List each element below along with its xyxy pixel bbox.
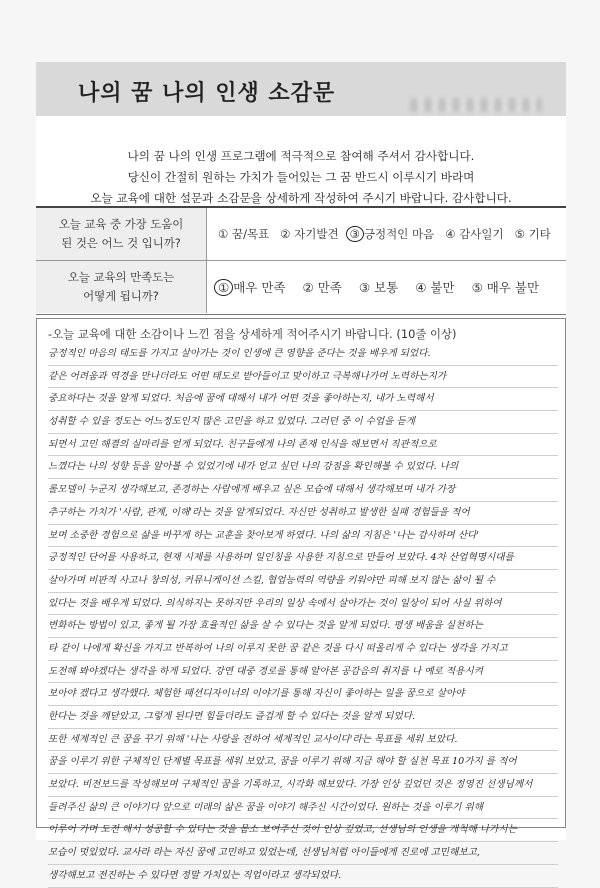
option-label: 기타 [528, 227, 551, 241]
essay-line: 모습이 멋있었다. 교사라 라는 자신 꿈에 고민하고 있었는데, 선생님처럼 아이들에게 진로에 고민해보고, [48, 842, 558, 865]
option[interactable] [280, 226, 338, 242]
survey-table [36, 206, 566, 315]
intro-line: 나의 꿈 나의 인생 프로그램에 적극적으로 참여해 주셔서 감사합니다. [127, 149, 475, 163]
essay-line: 들려주신 삶의 큰 이야기다 앞으로 미래의 삶은 꿈을 이야기 해주신 시간이었다. 원하는 것을 이루기 위해 [48, 797, 558, 820]
option[interactable] [445, 226, 503, 242]
option-number: ③ [358, 280, 371, 295]
essay-lines[interactable] [48, 343, 558, 888]
intro-line: 당신이 간절히 원하는 가치가 들어있는 그 꿈 반드시 이루시기 바라며 [127, 170, 475, 184]
essay-line: 도전해 봐야겠다는 생각을 하게 되었다. 강연 대중 경로를 통해 알아본 공감음의 취지를 나 예로 적용시켜 [48, 661, 558, 684]
option[interactable] [350, 226, 435, 242]
essay-line: 살아가며 비판적 사고나 창의성, 커뮤니케이션 스킬, 협업능력의 역량을 키워야만 피해 보지 않는 삶이 될 수 [48, 570, 558, 593]
option-label: 자기발견 [294, 227, 339, 241]
question-row [36, 261, 566, 313]
option-number: ② [302, 280, 314, 295]
option-label: 만족 [317, 280, 342, 295]
intro-text [36, 146, 566, 209]
essay-line: 긍정적인 마음의 태도를 가지고 살아가는 것이 인생에 큰 영향을 준다는 것을 배우게 되었다. [48, 343, 558, 366]
essay-line: 긍정적인 단어를 사용하고, 현재 시제를 사용하며 일인칭을 사용한 지침으로 만들어 보았다. 4차 산업혁명시대를 [48, 547, 558, 570]
essay-line: 같은 어려움과 역경을 만나더라도 어떤 태도로 받아들이고 맞이하고 극복해나가며 노력하는지가 [48, 366, 558, 389]
option-number: ⑤ [514, 227, 525, 241]
essay-line: 느꼈다는 나의 성향 등을 알아볼 수 있었기에 내가 얻고 싶던 나의 강점을 확인해볼 수 있었다. 나의 [48, 456, 558, 479]
question-label: 오늘 교육의 만족도는 어떻게 됩니까? [36, 261, 207, 313]
essay-line: 꿈을 이루기 위한 구체적인 단계별 목표를 세워 보았고, 꿈을 이루기 위해 지금 해야 할 실천 목표 10가지 를 적어 [48, 751, 558, 774]
essay-line: 또한 세계적인 큰 꿈을 꾸기 위해 '나는 사랑을 전하여 세계적인 교사이다'라는 목표를 세워 보았다. [48, 729, 558, 752]
option[interactable] [415, 278, 454, 296]
essay-line: 추구하는 가치가 '사람, 관계, 이해'라는 것을 알게되었다. 자신만 성취하고 발생한 실패 경험들을 적어 [48, 502, 558, 525]
essay-line: 중요하다는 것을 알게 되었다. 처음에 꿈에 대해서 내가 어떤 것을 좋아하는지, 내가 노력해서 [48, 388, 558, 411]
option-label: 보통 [374, 280, 399, 295]
essay-line: 보아야 겠다고 생각했다. 체험한 패션디자이너의 이야기를 통해 자신이 좋아하는 일을 꿈으로 살아야 [48, 683, 558, 706]
form-title: 나의 꿈 나의 인생 소감문 [78, 81, 336, 106]
option-number-selected: ① [214, 279, 233, 296]
essay-prompt: -오늘 교육에 대한 소감이나 느낀 점을 상세하게 적어주시기 바랍니다. (10줄 이상) [48, 327, 457, 341]
redacted-name [410, 98, 542, 112]
question-row [36, 208, 566, 261]
question-label: 오늘 교육 중 가장 도움이 된 것은 어느 것 입니까? [36, 208, 207, 260]
essay-line: 있다는 것을 배우게 되었다. 의식하지는 못하지만 우리의 일상 속에서 살아가는 것이 일상이 되어 사실 위하여 [48, 593, 558, 616]
option-number: ① [218, 227, 229, 241]
option-number: ⑤ [471, 280, 483, 295]
option-label: 긍정적인 마음 [363, 227, 435, 241]
option-number: ④ [445, 227, 456, 241]
essay-line: 롤모델이 누군지 생각해보고, 존경하는 사람에게 배우고 싶은 모습에 대해서 생각해보며 내가 가장 [48, 479, 558, 502]
essay-line: 변화하는 방법이 있고, 좋게 될 가장 효율적인 삶을 살 수 있다는 것을 알게 되었다. 평생 배움을 실천하는 [48, 615, 558, 638]
essay-line: 보았다. 비전보드를 작성해보며 구체적인 꿈을 기록하고, 시각화 해보았다. 가장 인상 깊었던 것은 정영진 선생님께서 [48, 774, 558, 797]
option-number-selected: ③ [346, 226, 364, 242]
option-label: 감사일기 [459, 227, 504, 241]
option-label: 불만 [430, 280, 455, 295]
option[interactable] [218, 278, 286, 296]
option-label: 꿈/목표 [231, 227, 270, 241]
option[interactable] [359, 278, 398, 296]
essay-line: 보며 소중한 경험으로 삶을 바꾸게 하는 교훈을 찾아보게 하였다. 나의 삶의 지침은 '나는 감사하며 산다' [48, 525, 558, 548]
essay-line: 한다는 것을 깨닫았고, 그렇게 된다면 힘들더라도 즐겁게 할 수 있다는 것을 알게 되었다. [48, 706, 558, 729]
essay-line: 생각해보고 전진하는 수 있다면 정말 가치있는 직업이라고 생각되었다. [48, 865, 558, 888]
option[interactable] [515, 226, 551, 242]
option-label: 매우 불만 [486, 280, 540, 295]
option-number: ② [280, 227, 291, 241]
option-label: 매우 만족 [233, 280, 286, 295]
essay-line: 타 같이 나에게 확신을 가지고 반복하여 나의 이루지 못한 꿈 같은 것을 다시 떠올리게 수 있다는 생각을 가지고 [48, 638, 558, 661]
intro-line: 오늘 교육에 대한 설문과 소감문을 상세하게 작성하여 주시기 바랍니다. 감사합니다. [90, 191, 512, 205]
essay-line: 이루어 가며 도전 해서 성공할 수 있다는 것을 몸소 보여주신 것이 인상 깊었고, 선생님의 인생을 개척해 나가시는 [48, 819, 558, 842]
option-group [218, 261, 556, 313]
option[interactable] [218, 226, 269, 242]
essay-line: 되면서 고민 해결의 실마리를 얻게 되었다. 친구들에게 나의 존재 인식을 해보면서 직관적으로 [48, 434, 558, 457]
option-group [218, 208, 562, 260]
option[interactable] [303, 278, 342, 296]
option-number: ④ [415, 280, 427, 295]
option[interactable] [472, 278, 539, 296]
essay-line: 성취할 수 있을 정도는 어느정도인지 많은 고민을 하고 있었다. 그러던 중 이 수업을 듣게 [48, 411, 558, 434]
